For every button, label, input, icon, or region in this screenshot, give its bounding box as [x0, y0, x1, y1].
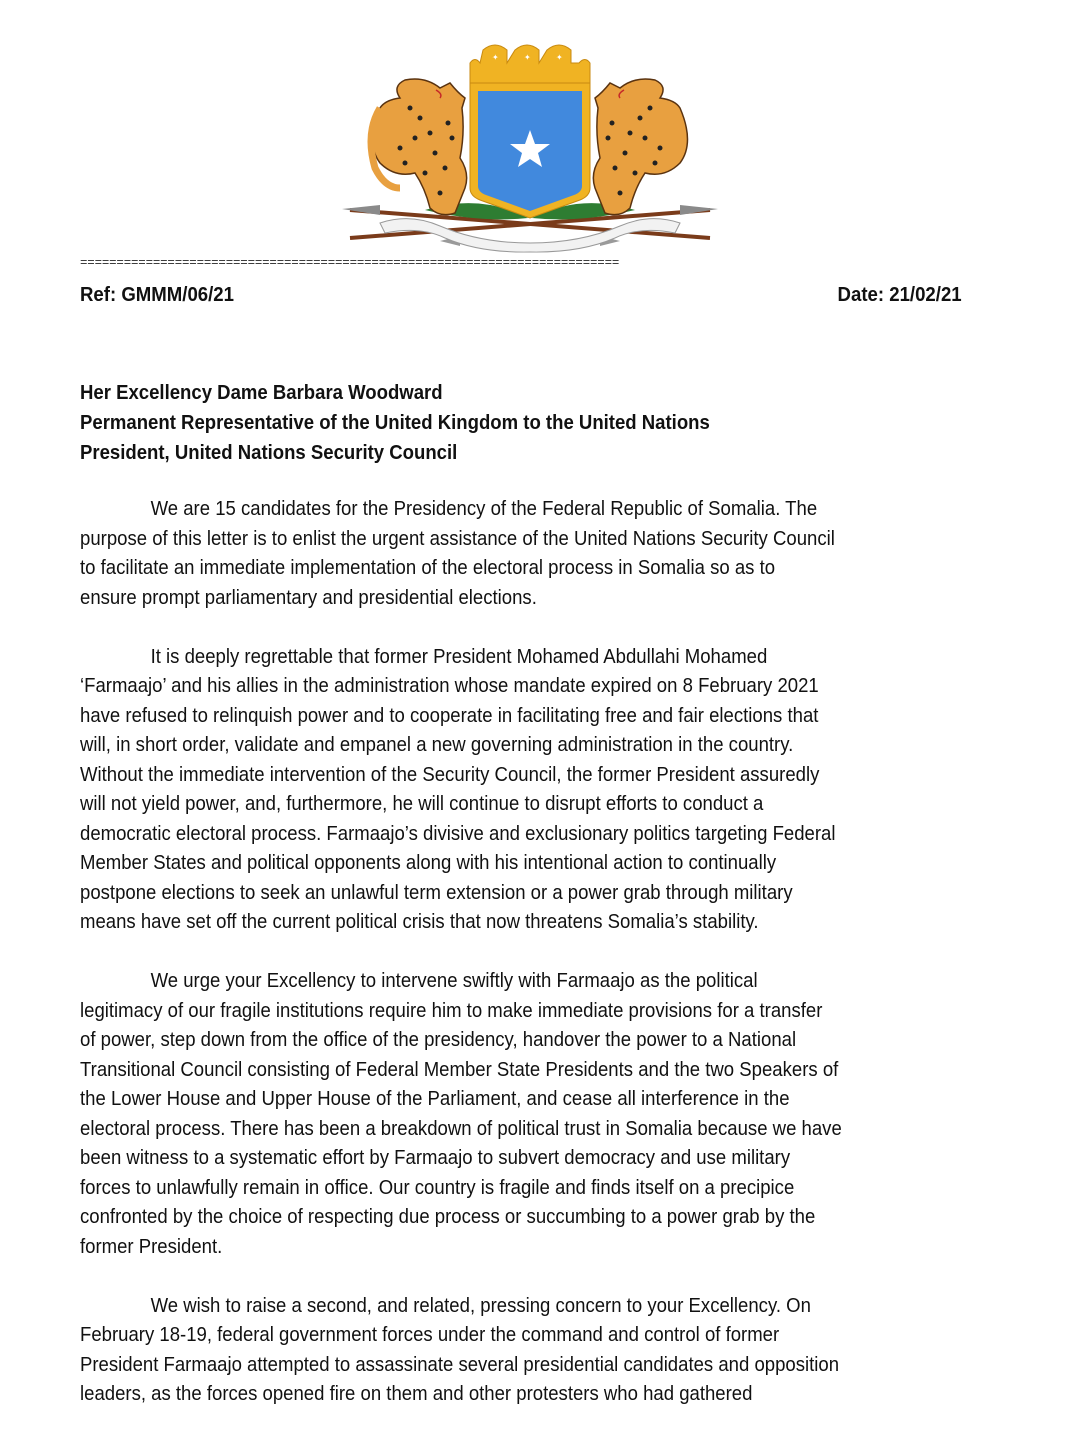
paragraph-2: [80, 642, 985, 937]
body-line: legitimacy of our fragile institutions require him to make immediate provisions for a transfer: [80, 998, 823, 1022]
svg-text:✦: ✦: [524, 53, 531, 62]
paragraph-3: [80, 966, 985, 1261]
body-line: been witness to a systematic effort by Farmaajo to subvert democracy and use military: [80, 1146, 791, 1169]
body-line: Without the immediate intervention of the Security Council, the former President assuredly: [80, 762, 820, 786]
paragraph-4: [80, 1291, 985, 1409]
body-line: of power, step down from the office of the presidency, handover the power to a National: [80, 1028, 797, 1051]
body-line: Transitional Council consisting of Federal Member State Presidents and the two Speakers of: [80, 1057, 839, 1081]
body-line: to facilitate an immediate implementation of the electoral process in Somalia so as to: [80, 556, 776, 579]
crown-icon: [470, 45, 590, 86]
body-line: Member States and political opponents along with his intentional action to continually: [80, 851, 777, 874]
body-line: will not yield power, and, furthermore, he will continue to disrupt efforts to conduct a: [80, 792, 764, 815]
body-line: have refused to relinquish power and to cooperate in facilitating free and fair elections that: [80, 703, 819, 727]
leopard-left-icon: [371, 79, 467, 215]
body-line: leaders, as the forces opened fire on them and other protesters who had gathered: [80, 1382, 753, 1405]
body-line: February 18-19, federal government forces under the command and control of former: [80, 1323, 780, 1346]
body-line: will, in short order, validate and empanel a new governing administration in the country.: [80, 733, 794, 756]
body-line: ‘Farmaajo’ and his allies in the administration whose mandate expired on 8 February 2021: [80, 674, 819, 697]
addressee-role: President, United Nations Security Council: [80, 441, 458, 464]
body-line: postpone elections to seek an unlawful term extension or a power grab through military: [80, 880, 793, 904]
body-line: We urge your Excellency to intervene swiftly with Farmaajo as the political: [150, 969, 758, 992]
coat-of-arms-emblem: [340, 38, 720, 253]
body-line: It is deeply regrettable that former President Mohamed Abdullahi Mohamed: [150, 644, 768, 668]
body-line: electoral process. There has been a breakdown of political trust in Somalia because we have: [80, 1116, 842, 1140]
body-line: purpose of this letter is to enlist the urgent assistance of the United Nations Security Council: [80, 526, 835, 550]
body-line: former President.: [80, 1234, 223, 1258]
addressee-name: Her Excellency Dame Barbara Woodward: [80, 381, 443, 404]
body-line: confronted by the choice of respecting due process or succumbing to a power grab by the: [80, 1205, 816, 1228]
body-line: ensure prompt parliamentary and presidential elections.: [80, 585, 537, 609]
body-line: President Farmaajo attempted to assassinate several presidential candidates and opposition: [80, 1352, 840, 1376]
letter-body: [80, 494, 985, 1438]
header-divider: ==========================================================================: [80, 256, 620, 270]
svg-text:✦: ✦: [492, 53, 499, 62]
letter-date: Date: 21/02/21: [837, 284, 962, 306]
body-line: We are 15 candidates for the Presidency of the Federal Republic of Somalia. The: [150, 497, 818, 520]
body-line: democratic electoral process. Farmaajo’s divisive and exclusionary politics targeting Federal: [80, 821, 836, 845]
paragraph-1: [80, 494, 985, 612]
addressee-title: Permanent Representative of the United Kingdom to the United Nations: [80, 411, 710, 434]
leopard-right-icon: [593, 79, 687, 215]
reference-line: [80, 284, 962, 312]
body-line: the Lower House and Upper House of the Parliament, and cease all interference in the: [80, 1087, 790, 1110]
svg-text:✦: ✦: [556, 53, 563, 62]
addressee-block: [80, 378, 710, 468]
body-line: We wish to raise a second, and related, pressing concern to your Excellency. On: [150, 1293, 811, 1317]
body-line: means have set off the current political crisis that now threatens Somalia’s stability.: [80, 910, 759, 933]
body-line: forces to unlawfully remain in office. Our country is fragile and finds itself on a precipice: [80, 1175, 795, 1199]
reference-number: Ref: GMMM/06/21: [80, 284, 235, 306]
